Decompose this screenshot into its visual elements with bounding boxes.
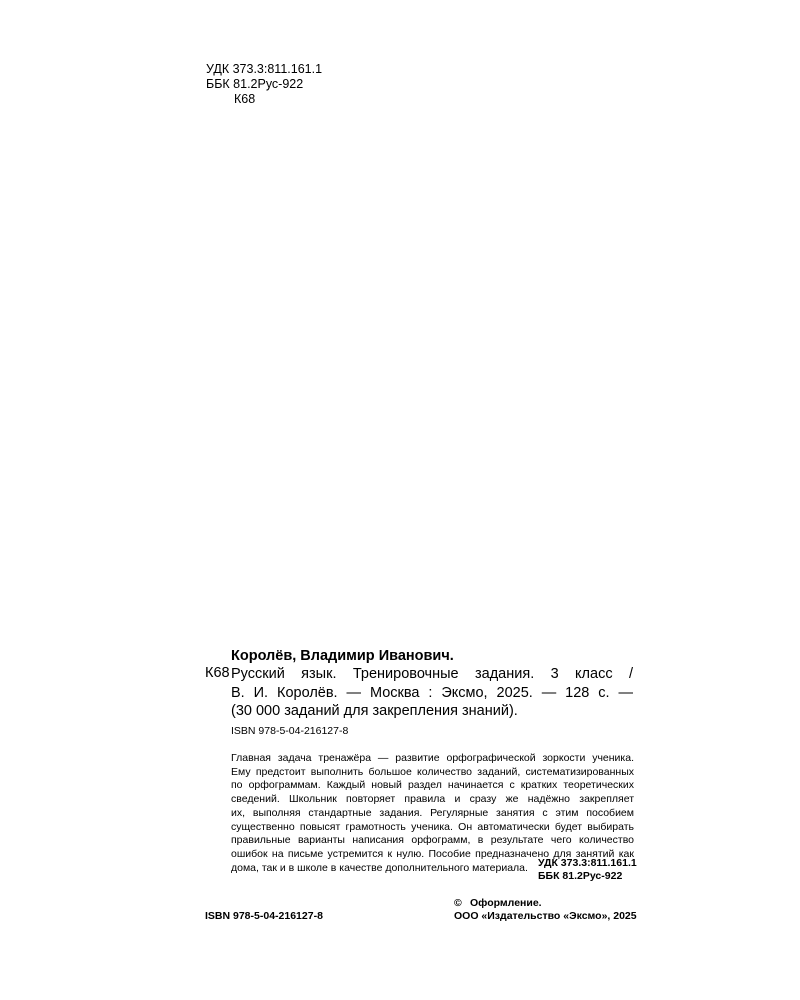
catalog-description-line: (30 000 заданий для закрепления знаний). xyxy=(231,703,518,719)
abstract-line: правильные варианты написания орфограмм, в результате чего количество xyxy=(231,834,634,847)
catalog-description-line: Русский язык. Тренировочные задания. 3 класс / xyxy=(231,666,633,682)
catalog-author: Королёв, Владимир Иванович. xyxy=(231,648,454,664)
udk-code-top: УДК 373.3:811.161.1 xyxy=(206,62,323,76)
bbk-code-top: ББК 81.2Рус-922 xyxy=(206,77,304,91)
author-mark-top: К68 xyxy=(234,92,256,106)
abstract-line: Главная задача тренажёра — развитие орфографической зоркости ученика. xyxy=(231,752,634,764)
abstract-line: ошибок на письме устремится к нулю. Пособие предназначено для занятий как xyxy=(231,847,634,860)
copyright-publisher: ООО «Издательство «Эксмо», 2025 xyxy=(454,910,637,922)
abstract-line: их, выполняя стандартные задания. Регулярные занятия с этим пособием xyxy=(231,806,634,819)
catalog-description xyxy=(231,665,633,721)
udk-code-bottom: УДК 373.3:811.161.1 xyxy=(538,857,637,869)
abstract-line: существенно повысят грамотность ученика. Он автоматически будет выбирать xyxy=(231,820,634,833)
abstract-line: дома, так и в школе в качестве дополнительного материала. xyxy=(231,861,528,874)
copyright-design-label: Оформление. xyxy=(470,897,542,909)
abstract-line: по орфограммам. Каждый новый раздел начинается с кратких теоретических xyxy=(231,779,634,792)
abstract-line: Ему предстоит выполнить большое количество заданий, систематизированных xyxy=(231,765,634,778)
catalog-author-mark: К68 xyxy=(205,665,230,681)
abstract-line: сведений. Школьник повторяет правила и сразу же надёжно закрепляет xyxy=(231,793,634,806)
footer-isbn: ISBN 978-5-04-216127-8 xyxy=(205,910,323,922)
catalog-isbn: ISBN 978-5-04-216127-8 xyxy=(231,725,349,737)
bbk-code-bottom: ББК 81.2Рус-922 xyxy=(538,870,623,882)
copyright-sign: © xyxy=(454,897,462,909)
catalog-description-line: В. И. Королёв. — Москва : Эксмо, 2025. — 128 с. — xyxy=(231,684,633,701)
